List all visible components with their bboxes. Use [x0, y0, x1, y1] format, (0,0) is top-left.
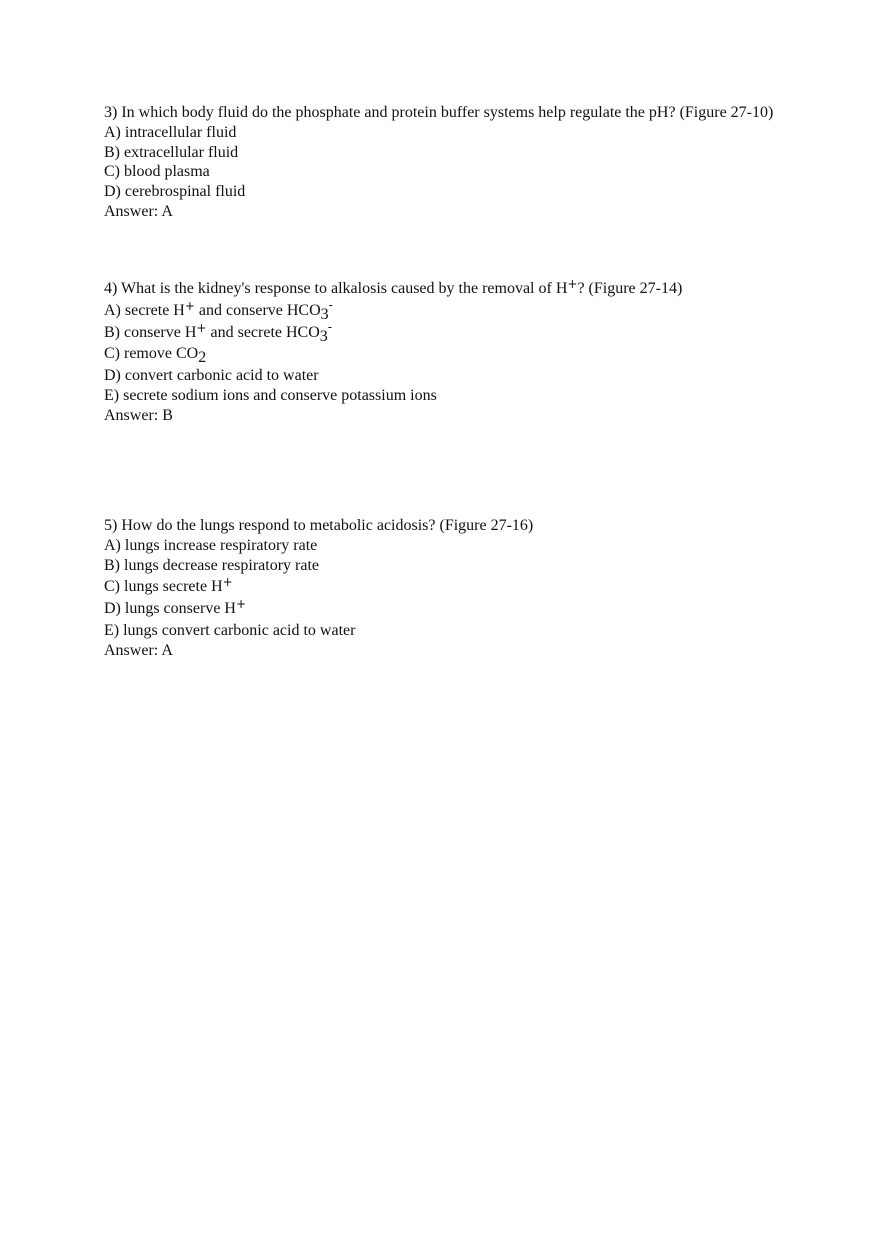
question-4-stem-tail: ? (Figure 27-14) [577, 280, 683, 297]
option-a-text: A) secrete H [104, 301, 185, 319]
superscript-plus: + [567, 277, 578, 291]
option-b-text: B) conserve H [104, 323, 197, 341]
option-c-text: C) remove CO [104, 345, 199, 363]
question-5 [104, 516, 804, 661]
option-b-text-mid: and secrete HCO [206, 323, 320, 341]
question-5-stem: 5) How do the lungs respond to metabolic acidosis? (Figure 27-16) [104, 517, 534, 534]
subscript-2: 2 [198, 349, 207, 367]
superscript-plus: + [235, 597, 247, 612]
question-4 [104, 279, 804, 426]
question-4-stem [104, 279, 804, 299]
question-3-option-b: B) extracellular fluid [104, 143, 239, 161]
option-d-text: D) lungs conserve H [104, 600, 236, 618]
superscript-minus: - [327, 319, 333, 334]
question-5-answer: Answer: A [104, 641, 173, 659]
question-4-stem-text: 4) What is the kidney's response to alkalosis caused by the removal of H [104, 280, 568, 297]
superscript-plus: + [184, 298, 195, 313]
question-4-answer: Answer: B [104, 406, 173, 424]
question-5-option-b: B) lungs decrease respiratory rate [104, 556, 320, 574]
superscript-plus: + [196, 320, 207, 335]
question-5-option-e: E) lungs convert carbonic acid to water [104, 621, 356, 639]
subscript-3: 3 [320, 305, 329, 323]
question-3-answer: Answer: A [104, 202, 173, 220]
question-4-option-e: E) secrete sodium ions and conserve potassium ions [104, 386, 437, 404]
superscript-minus: - [328, 297, 333, 312]
question-3-option-a: A) intracellular fluid [104, 123, 237, 141]
question-3-option-d: D) cerebrospinal fluid [104, 183, 246, 201]
option-a-text-mid: and conserve HCO [194, 301, 321, 319]
question-4-option-b [104, 319, 804, 345]
question-3-stem: 3) In which body fluid do the phosphate and protein buffer systems help regulate the pH? (Figure 27-10) [104, 104, 774, 121]
question-5-option-c [104, 577, 804, 597]
question-3-option-c: C) blood plasma [104, 163, 210, 181]
option-c-text: C) lungs secrete H [104, 578, 223, 596]
subscript-3: 3 [319, 327, 328, 345]
question-4-option-d: D) convert carbonic acid to water [104, 367, 319, 385]
question-5-option-d [104, 599, 804, 619]
question-4-option-c [104, 344, 804, 367]
question-3 [104, 103, 804, 222]
question-5-option-a: A) lungs increase respiratory rate [104, 536, 318, 554]
question-4-option-a [104, 297, 804, 323]
superscript-plus: + [222, 575, 233, 590]
